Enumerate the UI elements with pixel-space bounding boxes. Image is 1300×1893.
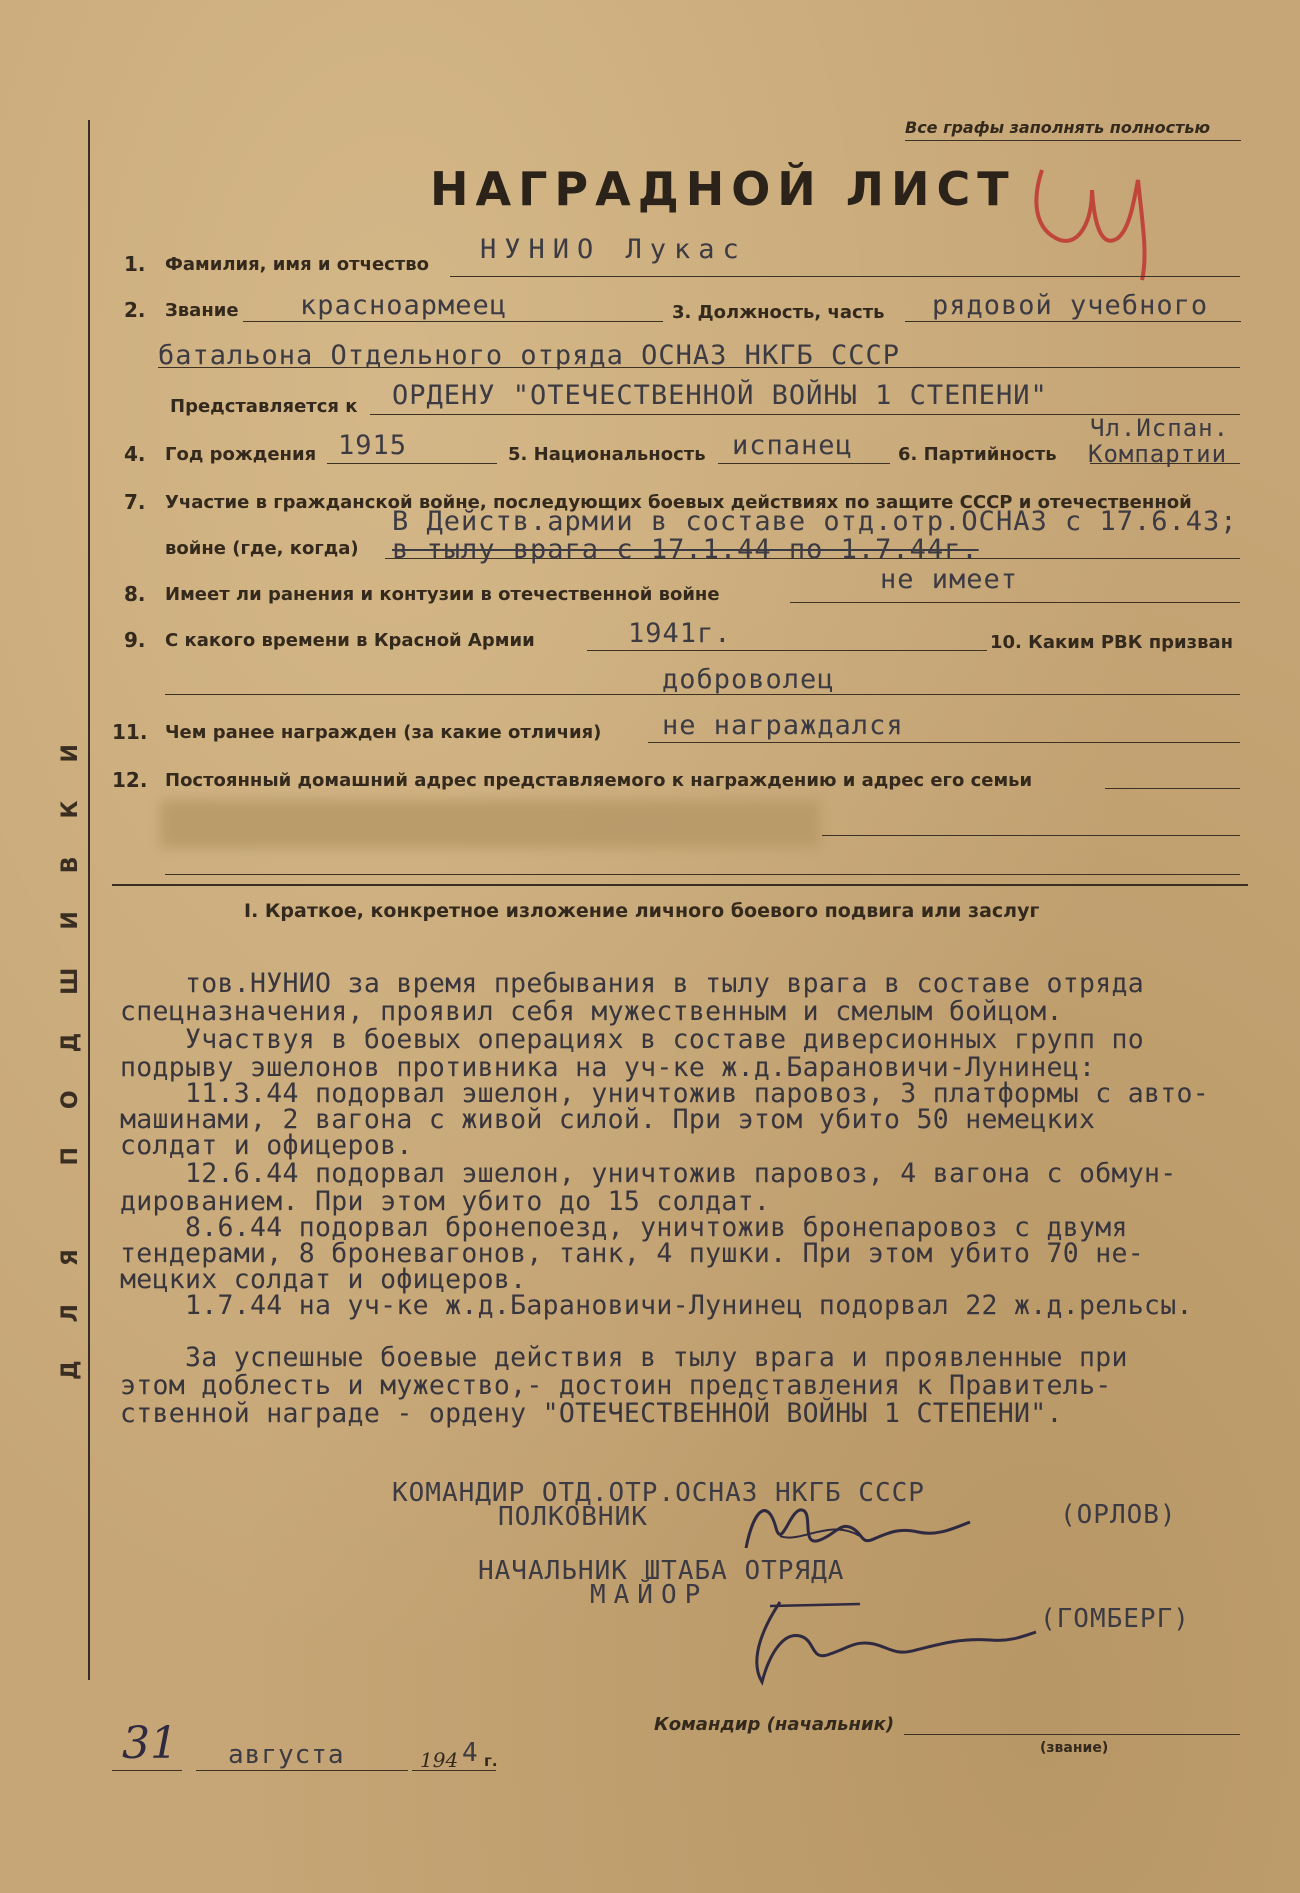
date-day: 31: [122, 1718, 178, 1769]
body-line-1: тов.НУНИО за время пребывания в тылу врага в составе отряда: [120, 968, 1145, 999]
position-underline: [905, 321, 1241, 322]
previous-awards-underline: [648, 742, 1240, 743]
rvk-value: доброволец: [662, 664, 835, 695]
body-line-11: тендерами, 8 броневагонов, танк, 4 пушки. При этом убито 70 не-: [120, 1238, 1145, 1269]
home-address-underline-2: [822, 835, 1240, 836]
nationality-underline: [718, 463, 890, 464]
name-underline: [450, 276, 1240, 277]
field-number-11: 11.: [112, 720, 148, 744]
field-number-4: 4.: [124, 442, 146, 466]
position-label: 3. Должность, часть: [672, 302, 885, 323]
chief-name: (ГОМБЕРГ): [1040, 1604, 1190, 1634]
home-address-underline-1: [1105, 788, 1240, 789]
date-day-underline: [112, 1770, 182, 1771]
position-value: рядовой учебного: [932, 290, 1209, 321]
previous-awards-value: не награждался: [662, 710, 904, 741]
birth-year-value: 1915: [338, 430, 408, 461]
date-year-prefix: 194: [420, 1748, 459, 1772]
party-label: 6. Партийность: [898, 444, 1057, 465]
previous-awards-label: Чем ранее награжден (за какие отличия): [165, 722, 602, 743]
date-year-digit: 4: [462, 1738, 479, 1768]
home-address-underline-3: [165, 874, 1240, 875]
chief-signature: [740, 1592, 1040, 1692]
chief-title-line1: НАЧАЛЬНИК ШТАБА ОТРЯДА: [478, 1556, 845, 1586]
party-value-line2: Компартии: [1088, 440, 1228, 468]
birth-year-label: Год рождения: [165, 444, 317, 465]
red-army-since-underline: [587, 650, 987, 651]
date-month-underline: [196, 1770, 408, 1771]
body-line-9: дированием. При этом убито до 15 солдат.: [120, 1186, 771, 1217]
binding-margin-text: ДЛЯ ПОДШИВКИ: [58, 706, 83, 1380]
rank-caption: (звание): [1040, 1740, 1109, 1756]
wounds-underline: [790, 602, 1240, 603]
body-line-7: солдат и офицеров.: [120, 1130, 413, 1161]
rank-value: красноармеец: [300, 290, 508, 321]
red-pencil-mark: [1030, 160, 1180, 290]
party-value-line1: Чл.Испан.: [1090, 414, 1230, 442]
note-underline: [905, 140, 1241, 141]
nationality-value: испанец: [732, 430, 853, 461]
red-army-since-value: 1941г.: [628, 618, 732, 649]
rank-label: Звание: [165, 300, 239, 321]
home-address-label: Постоянный домашний адрес представляемого к награждению и адрес его семьи: [165, 770, 1033, 791]
date-year-suffix: г.: [484, 1752, 498, 1770]
body-line-3: Участвуя в боевых операциях в составе диверсионных групп по: [120, 1024, 1145, 1055]
document-title: НАГРАДНОЙ ЛИСТ: [430, 162, 1016, 216]
commander-title-line2: ПОЛКОВНИК: [498, 1502, 648, 1532]
war-participation-value-2: в тылу врага с 17.1.44 по 1.7.44г.: [392, 534, 979, 565]
position-cont-underline: [158, 367, 1240, 368]
date-year-underline: [412, 1770, 496, 1771]
position-continued: батальона Отдельного отряда ОСНАЗ НКГБ СССР: [158, 340, 900, 371]
section-divider: [112, 884, 1248, 886]
commander-label: Командир (начальник): [654, 1714, 895, 1735]
section-title: I. Краткое, конкретное изложение личного боевого подвига или заслуг: [244, 900, 1040, 922]
body-line-13: 1.7.44 на уч-ке ж.д.Барановичи-Лунинец подорвал 22 ж.д.рельсы.: [120, 1290, 1193, 1321]
represented-value: ОРДЕНУ "ОТЕЧЕСТВЕННОЙ ВОЙНЫ 1 СТЕПЕНИ": [392, 380, 1048, 411]
red-army-since-label: С какого времени в Красной Армии: [165, 630, 535, 651]
field-number-9: 9.: [124, 628, 146, 652]
body-line-15: этом доблесть и мужество,- достоин представления к Правитель-: [120, 1370, 1112, 1401]
represented-label: Представляется к: [170, 396, 358, 417]
body-line-16: ственной награде - ордену "ОТЕЧЕСТВЕННОЙ ВОЙНЫ 1 СТЕПЕНИ".: [120, 1398, 1063, 1429]
war-participation-label-2: войне (где, когда): [165, 538, 359, 559]
body-line-5: 11.3.44 подорвал эшелон, уничтожив паровоз, 3 платформы с авто-: [120, 1078, 1210, 1109]
rvk-label: 10. Каким РВК призван: [990, 632, 1234, 653]
name-value: НУНИО Лукас: [480, 234, 747, 265]
wounds-label: Имеет ли ранения и контузии в отечественной войне: [165, 584, 720, 605]
field-number-7: 7.: [124, 490, 146, 514]
body-line-12: мецких солдат и офицеров.: [120, 1264, 527, 1295]
birth-year-underline: [327, 463, 497, 464]
chief-title-line2: МАЙОР: [590, 1580, 709, 1610]
field-number-1: 1.: [124, 252, 146, 276]
red-mark-text: Ч4: [1030, 160, 1032, 161]
war-participation-value-1: В Действ.армии в составе отд.отр.ОСНАЗ с 17.6.43;: [392, 506, 1238, 537]
redacted-address-area: [160, 800, 820, 848]
commander-name: (ОРЛОВ): [1060, 1500, 1177, 1530]
commander-title-line1: КОМАНДИР ОТД.ОТР.ОСНАЗ НКГБ СССР: [392, 1478, 925, 1508]
body-line-8: 12.6.44 подорвал эшелон, уничтожив паровоз, 4 вагона с обмун-: [120, 1158, 1177, 1189]
commander-underline: [904, 1734, 1240, 1735]
war-participation-label-1: Участие в гражданской войне, последующих боевых действиях по защите СССР и отечественной: [165, 492, 1192, 513]
binding-margin-line: [88, 120, 90, 1680]
body-line-14: За успешные боевые действия в тылу врага и проявленные при: [120, 1342, 1128, 1373]
body-line-2: спецназначения, проявил себя мужественным и смелым бойцом.: [120, 996, 1063, 1027]
fill-all-fields-note: Все графы заполнять полностью: [905, 118, 1211, 137]
field-number-12: 12.: [112, 768, 148, 792]
rank-underline: [243, 321, 663, 322]
wounds-value: не имеет: [880, 564, 1019, 595]
date-month: августа: [228, 1740, 345, 1770]
field-number-8: 8.: [124, 582, 146, 606]
body-line-6: машинами, 2 вагона с живой силой. При этом убито 50 немецких: [120, 1104, 1096, 1135]
body-line-4: подрыву эшелонов противника на уч-ке ж.д.Барановичи-Лунинец:: [120, 1052, 1096, 1083]
name-label: Фамилия, имя и отчество: [165, 254, 430, 275]
body-line-10: 8.6.44 подорвал бронепоезд, уничтожив бронепаровоз с двумя: [120, 1212, 1128, 1243]
nationality-label: 5. Национальность: [508, 444, 706, 465]
field-number-2: 2.: [124, 298, 146, 322]
